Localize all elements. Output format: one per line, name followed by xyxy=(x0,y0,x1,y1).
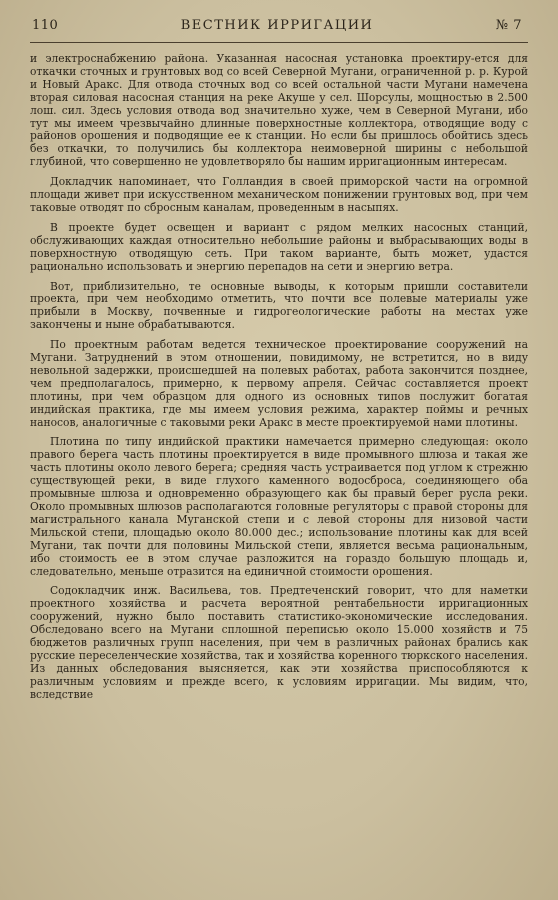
issue-number: № 7 xyxy=(495,18,522,33)
paragraph-5: По проектным работам ведется техническое проектирование сооружений на Мугани. Затруднений в этом отношении, повидимому, не встретится, но в виду невольной задержки, происшедшей на полевых работах, работа закончится позднее, чем предполагалось, примерно, к первому апреля. Сейчас составляется проект плотины, при чем образцом для одного из основных типов послужит богатая индийская практика, где мы имеем условия режима, характер поймы и речных наносов, аналогичные с таковыми реки Аракс в месте проектируемой нами плотины. xyxy=(30,338,528,429)
paragraph-2: Докладчик напоминает, что Голландия в своей приморской части на огромной площади живет при искусственном механическом понижении грунтовых вод, при чем таковые отводят по сбросным каналам, проведенным в насыпях. xyxy=(30,175,528,214)
paragraph-7: Содокладчик инж. Васильева, тов. Предтеченский говорит, что для наметки проектного хозяйства и расчета вероятной рентабельности ирригационных сооружений, нужно было поставить статистико-экономические исследования. Обследовано всего на Мугани сплошной переписью около 15.000 хозяйств и 75 бюджетов различных групп населения, при чем в различных районах брались как русские переселенческие хозяйства, так и хозяйства коренного тюркского населения. Из данных обследования выясняется, как эти хозяйства приспособляются к различным условиям и прежде всего, к условиям ирригации. Мы видим, что, вследствие xyxy=(30,584,528,701)
header-rule xyxy=(30,42,528,43)
page-number: 110 xyxy=(32,18,59,33)
paragraph-4: Вот, приблизительно, те основные выводы, к которым пришли составители проекта, при чем необходимо отметить, что почти все полевые материалы уже прибыли в Москву, почвенные и гидрогеологические работы на местах уже закончены и ныне обрабатываются. xyxy=(30,279,528,332)
paragraph-6: Плотина по типу индийской практики намечается примерно следующая: около правого берега часть плотины проектируется в виде промывного шлюза и такая же часть плотины около левого берега; средняя часть устраивается под углом к стрежню существующей реки, в виде глухого каменного водосброса, соединяющего оба промывные шлюза и одновременно образующего как бы правый берег русла реки. Около промывных шлюзов располагаются головные регуляторы с правой стороны для магистрального канала Муганской степи и с левой стороны для низовой части Мильской степи, площадью около 80.000 дес.; использование плотины как для всей Мугани, так почти для половины Мильской степи, является весьма рациональным, ибо стоимость ее в этом случае разложится на гораздо большую площадь и, следовательно, меньше отразится на единичной стоимости орошения. xyxy=(30,435,528,578)
journal-title: ВЕСТНИК ИРРИГАЦИИ xyxy=(180,18,374,33)
paragraph-1: и электроснабжению района. Указанная насосная установка проектиру-ется для откачки сточных и грунтовых вод со всей Северной Мугани, ограниченной р. р. Курой и Новый Аракс. Для отвода сточных вод со всей остальной части Мугани намечена вторая силовая насосная станция на реке Акуше у сел. Шорсулы, мощностью в 2.500 лош. сил. Здесь условия отвода вод значительно хуже, чем в Северной Мугани, ибо тут мы имеем чрезвычайно длинные поверхностные коллектора, отводящие воду с районов орошения и подводящие ее к станции. Но если бы пришлось обойтись здесь без откачки, то получились бы коллектора неимоверной ширины с небольшой глубиной, что совершенно не удовлетворяло бы нашим ирригационным интересам. xyxy=(30,52,528,169)
paragraph-3: В проекте будет освещен и вариант с рядом мелких насосных станций, обслуживающих каждая относительно небольшие районы и выбрасывающих воды в поверхностную отводящую сеть. При таком варианте, быть может, удастся рационально использовать и энергию перепадов на сети и энергию ветра. xyxy=(30,220,528,273)
article-body xyxy=(30,53,528,702)
page-header xyxy=(30,18,528,42)
